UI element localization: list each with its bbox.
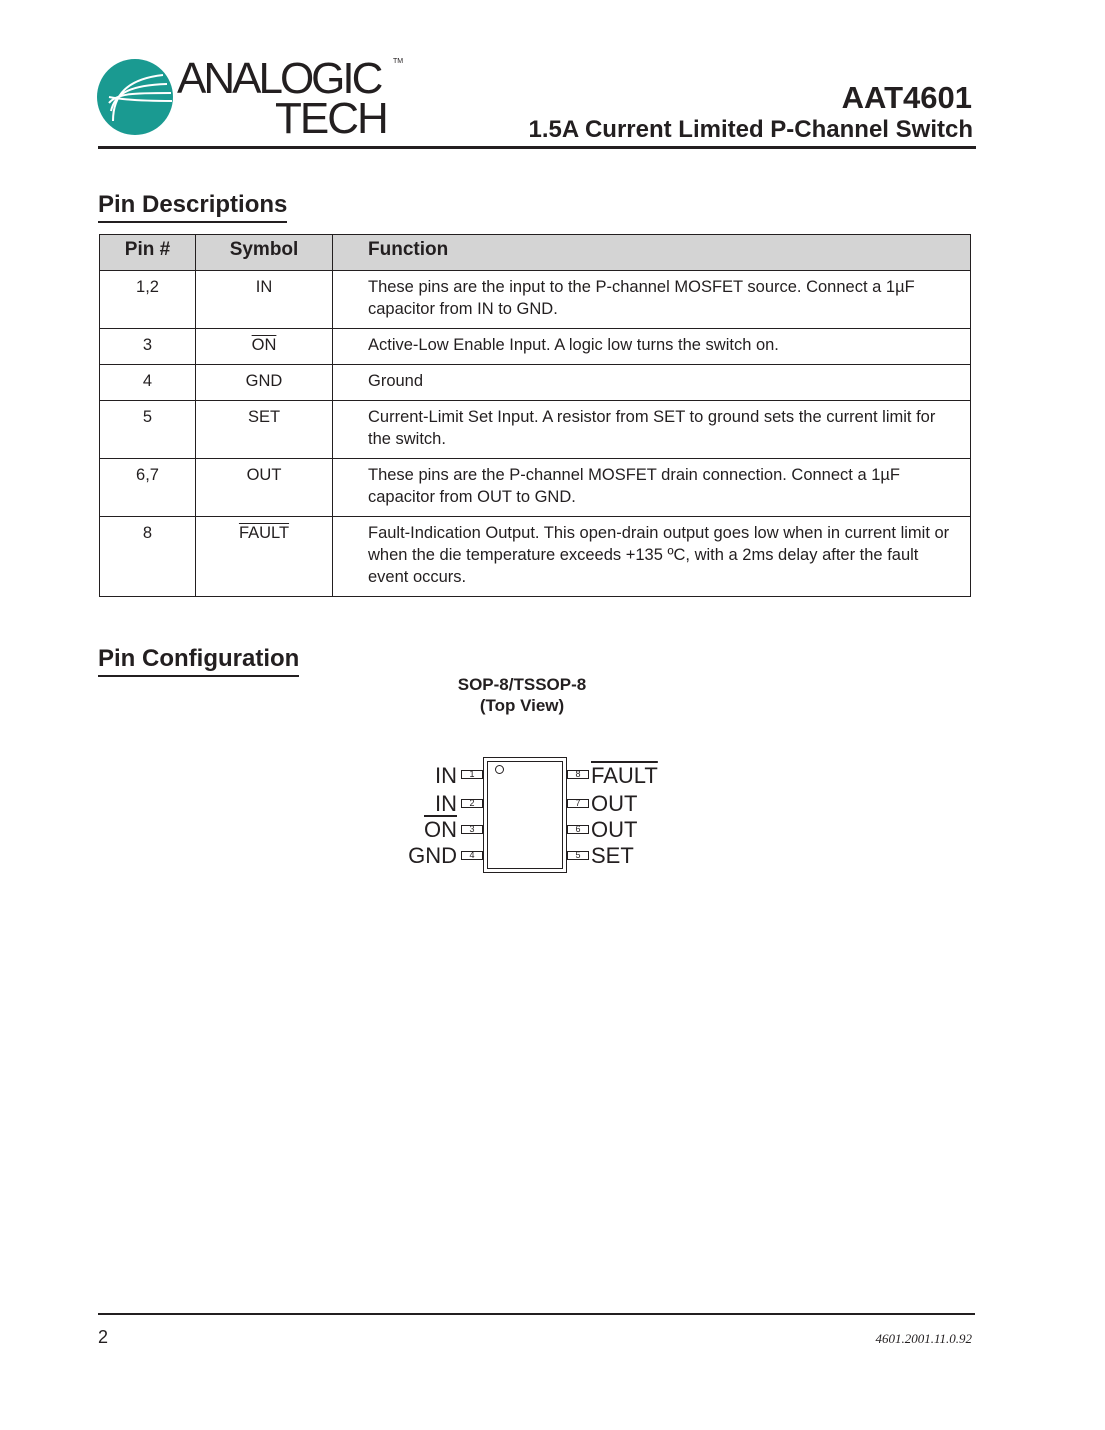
column-header-pin: Pin #	[100, 235, 196, 271]
cell-symbol: SET	[196, 401, 333, 459]
column-header-function: Function	[333, 235, 971, 271]
cell-pin: 5	[100, 401, 196, 459]
logo-globe-icon	[97, 59, 173, 135]
ic-package-inner-outline	[487, 761, 563, 869]
cell-function: These pins are the input to the P-channel MOSFET source. Connect a 1µF capacitor from IN to GND.	[333, 271, 971, 329]
table-row	[100, 365, 971, 401]
page-number: 2	[98, 1327, 109, 1347]
cell-function: Ground	[333, 365, 971, 401]
trademark-symbol: TM	[393, 58, 404, 65]
section-title-pin-configuration: Pin Configuration	[98, 645, 299, 677]
pin-box-3: 3	[461, 825, 483, 834]
cell-pin: 4	[100, 365, 196, 401]
cell-pin: 3	[100, 329, 196, 365]
ic-package-body	[483, 757, 567, 873]
pin-box-4: 4	[461, 851, 483, 860]
cell-symbol: OUT	[196, 459, 333, 517]
cell-symbol: GND	[196, 365, 333, 401]
pin-label-7: OUT	[591, 791, 638, 816]
section-title-pin-descriptions: Pin Descriptions	[98, 191, 287, 223]
pin-box-1: 1	[461, 770, 483, 779]
cell-function: Fault-Indication Output. This open-drain output goes low when in current limit or when the die temperature exceeds +135 ºC, with a 2ms delay after the fault event occurs.	[333, 517, 971, 597]
pin-label-1: IN	[435, 763, 457, 788]
pin-label-2: IN	[435, 791, 457, 816]
pin-label-5: SET	[591, 843, 634, 868]
cell-pin: 6,7	[100, 459, 196, 517]
cell-function: These pins are the P-channel MOSFET drain connection. Connect a 1µF capacitor from OUT to GND.	[333, 459, 971, 517]
symbol-overlined: $\overline{ON}$	[251, 336, 277, 354]
cell-pin: 1,2	[100, 271, 196, 329]
document-subtitle: 1.5A Current Limited P-Channel Switch	[528, 116, 973, 143]
pin-box-8: 8	[567, 770, 589, 779]
logo-wordmark-analogic: ANALOGIC	[177, 54, 381, 103]
cell-symbol	[196, 329, 333, 365]
package-name: SOP-8/TSSOP-8	[457, 675, 587, 694]
package-caption	[422, 674, 622, 716]
part-number: AAT4601	[841, 80, 972, 115]
cell-symbol	[196, 517, 333, 597]
cell-function: Active-Low Enable Input. A logic low turns the switch on.	[333, 329, 971, 365]
cell-symbol: IN	[196, 271, 333, 329]
pin-label-4: GND	[408, 843, 457, 868]
pin1-indicator-icon	[495, 765, 504, 774]
table-row	[100, 329, 971, 365]
symbol-overlined: FAULT	[238, 524, 290, 542]
pin-label-overlined: $\overline{ON}$	[424, 817, 457, 842]
header-divider	[98, 146, 976, 149]
footer-divider	[98, 1313, 975, 1315]
column-header-symbol: Symbol	[196, 235, 333, 271]
cell-pin: 8	[100, 517, 196, 597]
pin-box-7: 7	[567, 799, 589, 808]
pin-box-6: 6	[567, 825, 589, 834]
pin-label-8	[591, 764, 658, 788]
table-header-row	[100, 235, 971, 271]
pin-label-6: OUT	[591, 817, 638, 842]
document-code: 4601.2001.11.0.92	[875, 1331, 972, 1346]
table-row	[100, 271, 971, 329]
table-row	[100, 401, 971, 459]
pin-descriptions-table	[99, 234, 971, 597]
logo-wordmark-tech: TECH	[275, 94, 387, 143]
package-view: (Top View)	[479, 696, 565, 715]
pin-label-3	[387, 818, 457, 842]
pin-box-2: 2	[461, 799, 483, 808]
pin-label-overlined: FAULT	[591, 763, 658, 788]
table-row	[100, 459, 971, 517]
table-row	[100, 517, 971, 597]
company-logo	[97, 54, 417, 143]
pin-box-5: 5	[567, 851, 589, 860]
cell-function: Current-Limit Set Input. A resistor from SET to ground sets the current limit for the switch.	[333, 401, 971, 459]
